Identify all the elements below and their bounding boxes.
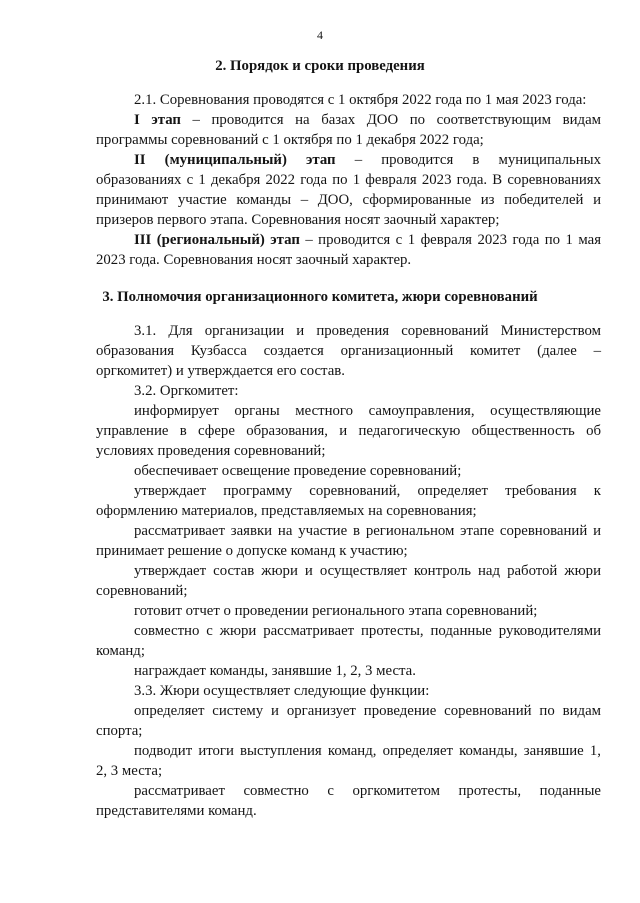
- stage-2-label: II (муниципальный) этап: [134, 152, 336, 168]
- paragraph-line: утверждает программу соревнований, определяет требования к: [134, 483, 601, 499]
- stage-1-label: I этап: [134, 112, 181, 128]
- section-2-heading: 2. Порядок и сроки проведения: [215, 58, 425, 74]
- paragraph-line: рассматривает заявки на участие в региональном этапе соревнований и: [134, 523, 601, 539]
- paragraph-line: [134, 111, 601, 130]
- paragraph-line: [134, 151, 601, 170]
- paragraph-line-text: – проводится на базах ДОО по соответствующим видам: [180, 112, 602, 128]
- paragraph-line: готовит отчет о проведении регионального этапа соревнований;: [134, 603, 538, 619]
- paragraph-line: определяет систему и организует проведение соревнований по видам: [134, 703, 601, 719]
- stage-3-label: III (региональный) этап: [134, 232, 300, 248]
- paragraph-line: управление в сфере образования, и педагогическую общественность об: [96, 423, 601, 439]
- paragraph-line: рассматривает совместно с оргкомитетом протесты, поданные: [134, 783, 601, 799]
- paragraph-line: информирует органы местного самоуправления, осуществляющие: [134, 403, 601, 419]
- paragraph-line: принимают участие команды – ДОО, сформированные из победителей и: [96, 192, 601, 208]
- paragraph-line: оформлению материалов, представляемых на соревнования;: [96, 503, 477, 519]
- paragraph-line: утверждает состав жюри и осуществляет контроль над работой жюри: [134, 563, 601, 579]
- paragraph-line-text: – проводится в муниципальных: [335, 152, 601, 168]
- page-number: 4: [317, 28, 323, 42]
- paragraph-line: 3.1. Для организации и проведения соревнований Министерством: [134, 323, 601, 339]
- paragraph-line: 3.2. Оргкомитет:: [134, 383, 239, 399]
- paragraph-line: принимает решение о допуске команд к участию;: [96, 543, 408, 559]
- paragraph-line: 3.3. Жюри осуществляет следующие функции:: [134, 683, 430, 699]
- paragraph-line: спорта;: [96, 723, 143, 739]
- paragraph-line: 2, 3 места;: [96, 763, 163, 779]
- paragraph-line: подводит итоги выступления команд, определяет команды, занявшие 1,: [134, 743, 601, 759]
- paragraph-line: оргкомитет) и утверждается его состав.: [96, 363, 345, 379]
- paragraph-line: призеров первого этапа. Соревнования носят заочный характер;: [96, 212, 500, 228]
- paragraph-line: образованиях с 1 декабря 2022 года по 1 февраля 2023 года. В соревнованиях: [96, 172, 601, 188]
- paragraph-line: соревнований;: [96, 583, 188, 599]
- paragraph-line: обеспечивает освещение проведение соревнований;: [134, 463, 462, 479]
- paragraph-line: 2.1. Соревнования проводятся с 1 октября 2022 года по 1 мая 2023 года:: [134, 92, 587, 108]
- paragraph-line: совместно с жюри рассматривает протесты, поданные руководителями: [134, 623, 601, 639]
- paragraph-line: представителями команд.: [96, 803, 257, 819]
- paragraph-line: [134, 231, 601, 250]
- paragraph-line-text: – проводится с 1 февраля 2023 года по 1 мая: [299, 232, 602, 248]
- paragraph-line: награждает команды, занявшие 1, 2, 3 места.: [134, 663, 416, 679]
- paragraph-line: программы соревнований с 1 октября по 1 декабря 2022 года;: [96, 132, 484, 148]
- paragraph-line: условиях проведения соревнований;: [96, 443, 326, 459]
- section-3-heading: 3. Полномочия организационного комитета, жюри соревнований: [102, 289, 538, 305]
- paragraph-line: образования Кузбасса создается организационный комитет (далее –: [96, 343, 601, 359]
- paragraph-line: команд;: [96, 643, 145, 659]
- paragraph-line: 2023 года. Соревнования носят заочный характер.: [96, 252, 412, 268]
